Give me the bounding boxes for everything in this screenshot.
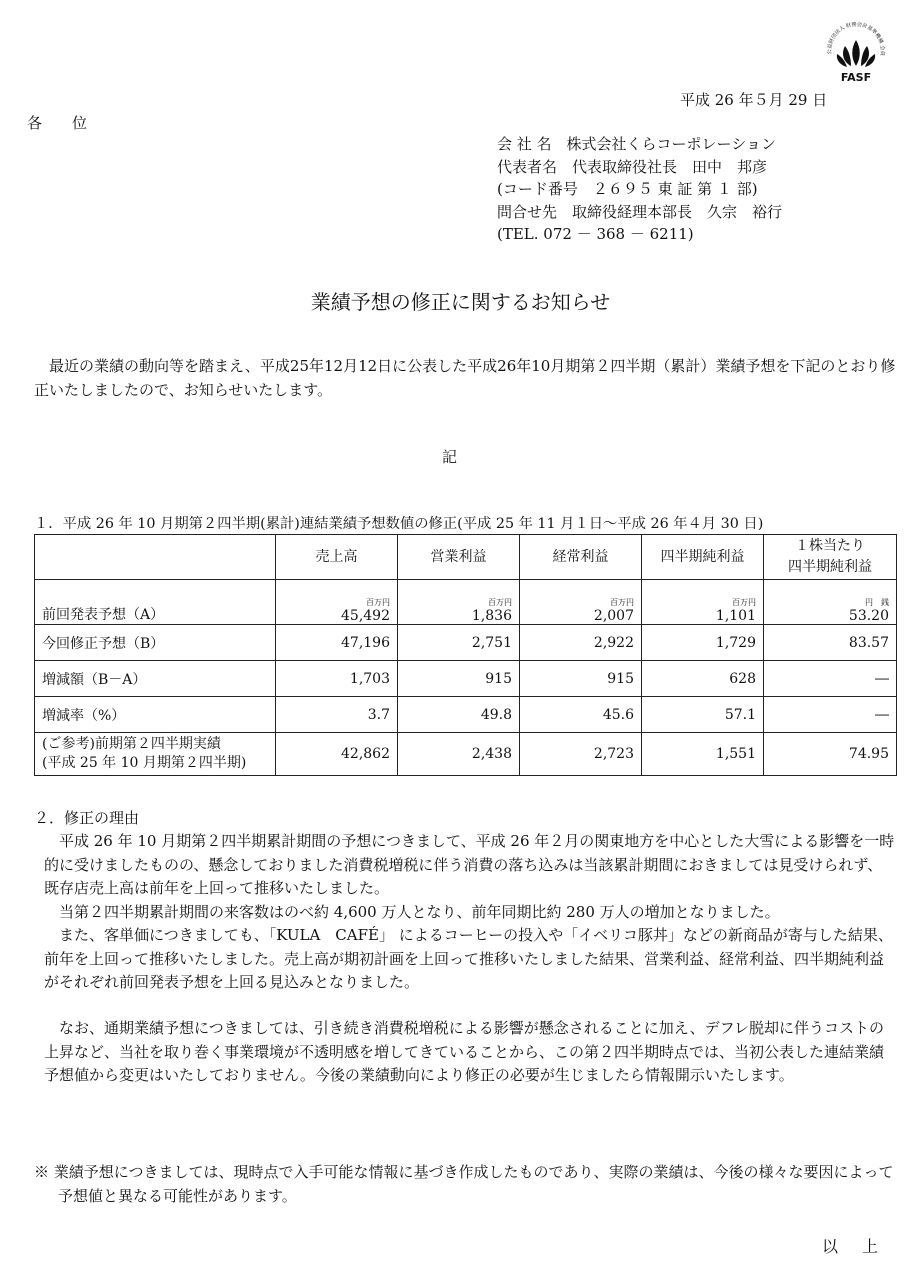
cell-value: 1,703 [276, 661, 398, 697]
unit-label: 百万円 [732, 598, 756, 607]
row-label [35, 733, 276, 776]
unit-label: 百万円 [488, 598, 512, 607]
addressee: 各 位 [27, 114, 88, 132]
table-row [35, 697, 897, 733]
cell-value: 1,836 [471, 608, 512, 624]
cell-value: 915 [398, 661, 520, 697]
cell-value: 2,922 [520, 625, 642, 661]
section1-heading: １．平成 26 年 10 月期第２四半期(累計)連結業績予想数値の修正(平成 25 年 11 月１日～平成 26 年４月 30 日) [34, 516, 764, 532]
cell-value: 1,551 [642, 733, 764, 776]
cell-value: 628 [642, 661, 764, 697]
section2-heading: ２．修正の理由 [34, 809, 140, 827]
table-cell [520, 580, 642, 625]
unit-label: 円 銭 [865, 598, 889, 607]
cell-value: 3.7 [276, 697, 398, 733]
table-row [35, 625, 897, 661]
row-label: 前回発表予想（A） [35, 580, 276, 625]
reason-paragraph: 当第２四半期累計期間の来客数はのべ約 4,600 万人となり、前年同期比約 280 万人の増加となりました。 [44, 902, 780, 921]
header-net-sales: 売上高 [276, 535, 398, 580]
logo-ring-text: 公益財団法人 財務会計基準機構 会員 [826, 21, 886, 57]
cell-value: 49.8 [398, 697, 520, 733]
outlook-paragraph: なお、通期業績予想につきましては、引き続き消費税増税による影響が懸念されることに加え、デフレ脱却に伴うコストの上昇など、当社を取り巻く事業環境が不透明感を増してきていることから、この第２四半期時点では、当初公表した連結業績予想値から変更はいたしておりません。今後の業績動向により修正の必要が生じましたら情報開示いたします。 [44, 1019, 885, 1084]
reason-paragraph: 平成 26 年 10 月期第２四半期累計期間の予想につきまして、平成 26 年２月の関東地方を中心とした大雪による影響を一時的に受けましたものの、懸念しておりました消費税増税に伴う消費の落ち込みは当該累計期間におきましては見受けられず、既存店売上高は前年を上回って推移いたしました。 [44, 832, 895, 897]
representative: 代表者名 代表取締役社長 田中 邦彦 [497, 157, 768, 176]
table-row [35, 733, 897, 776]
cell-value: 45.6 [520, 697, 642, 733]
row-label-line1: (ご参考)前期第２四半期実績 [42, 736, 221, 752]
company-contact-block [497, 133, 782, 246]
cell-value: 57.1 [642, 697, 764, 733]
cell-value: 1,101 [715, 608, 756, 624]
header-quarterly-net-income: 四半期純利益 [642, 535, 764, 580]
header-eps [764, 535, 897, 580]
table-header-row [35, 535, 897, 580]
cell-value: 83.57 [764, 625, 897, 661]
table-cell [764, 580, 897, 625]
stock-code: (コード番号 ２６９５ 東 証 第 １ 部) [497, 180, 758, 198]
reason-paragraph: また、客単価につきましても、「KULA CAFÉ」 によるコーヒーの投入や「イベリコ豚丼」などの新商品が寄与した結果、前年を上回って推移いたしました。売上高が期初計画を上回って推移いたしました結果、営業利益、経常利益、四半期純利益がそれぞれ前回発表予想を上回る見込みとなりました。 [44, 926, 893, 991]
cell-value: 47,196 [276, 625, 398, 661]
cell-value: 2,723 [520, 733, 642, 776]
company-name: 会 社 名 株式会社くらコーポレーション [497, 135, 776, 153]
logo-text: FASF [840, 71, 872, 84]
cell-value: 2,751 [398, 625, 520, 661]
document-title: 業績予想の修正に関するお知らせ [310, 290, 611, 314]
header-ordinary-income: 経常利益 [520, 535, 642, 580]
table-cell [276, 580, 398, 625]
forecast-revision-table [34, 534, 897, 776]
closing-mark: 以上 [822, 1237, 903, 1256]
inquiry-contact: 問合せ先 取締役経理本部長 久宗 裕行 [497, 202, 783, 221]
cell-value: ― [764, 697, 897, 733]
phone-number: (TEL. 072 － 368 － 6211) [497, 225, 694, 243]
unit-label: 百万円 [610, 598, 634, 607]
header-eps-text: １株当たり 四半期純利益 [788, 538, 872, 575]
cell-value: 45,492 [341, 608, 390, 624]
cell-value: 1,729 [642, 625, 764, 661]
row-label: 増減率（%） [35, 697, 276, 733]
cell-value: 74.95 [764, 733, 897, 776]
header-operating-income: 営業利益 [398, 535, 520, 580]
row-label-line2: (平成 25 年 10 月期第２四半期) [42, 755, 247, 771]
reason-block [44, 830, 896, 995]
table-cell [642, 580, 764, 625]
table-row [35, 580, 897, 625]
cell-value: 53.20 [848, 608, 889, 624]
cell-value: 42,862 [276, 733, 398, 776]
disclaimer-note: ※ 業績予想につきましては、現時点で入手可能な情報に基づき作成したものであり、実際の業績は、今後の様々な要因によって予想値と異なる可能性があります。 [34, 1163, 894, 1205]
release-date: 平成 26 年５月 29 日 [680, 91, 828, 109]
cell-value: 915 [520, 661, 642, 697]
table-cell [398, 580, 520, 625]
ki-marker: 記 [442, 448, 458, 466]
cell-value: ― [764, 661, 897, 697]
cell-value: 2,007 [593, 608, 634, 624]
table-row [35, 661, 897, 697]
cell-value: 2,438 [398, 733, 520, 776]
row-label: 増減額（B－A） [35, 661, 276, 697]
table-header-blank [35, 535, 276, 580]
unit-label: 百万円 [366, 598, 390, 607]
row-label: 今回修正予想（B） [35, 625, 276, 661]
intro-paragraph: 最近の業績の動向等を踏まえ、平成25年12月12日に公表した平成26年10月期第２四半期（累計）業績予想を下記のとおり修正いたしましたので、お知らせいたします。 [34, 357, 896, 399]
fasf-logo [820, 18, 892, 90]
